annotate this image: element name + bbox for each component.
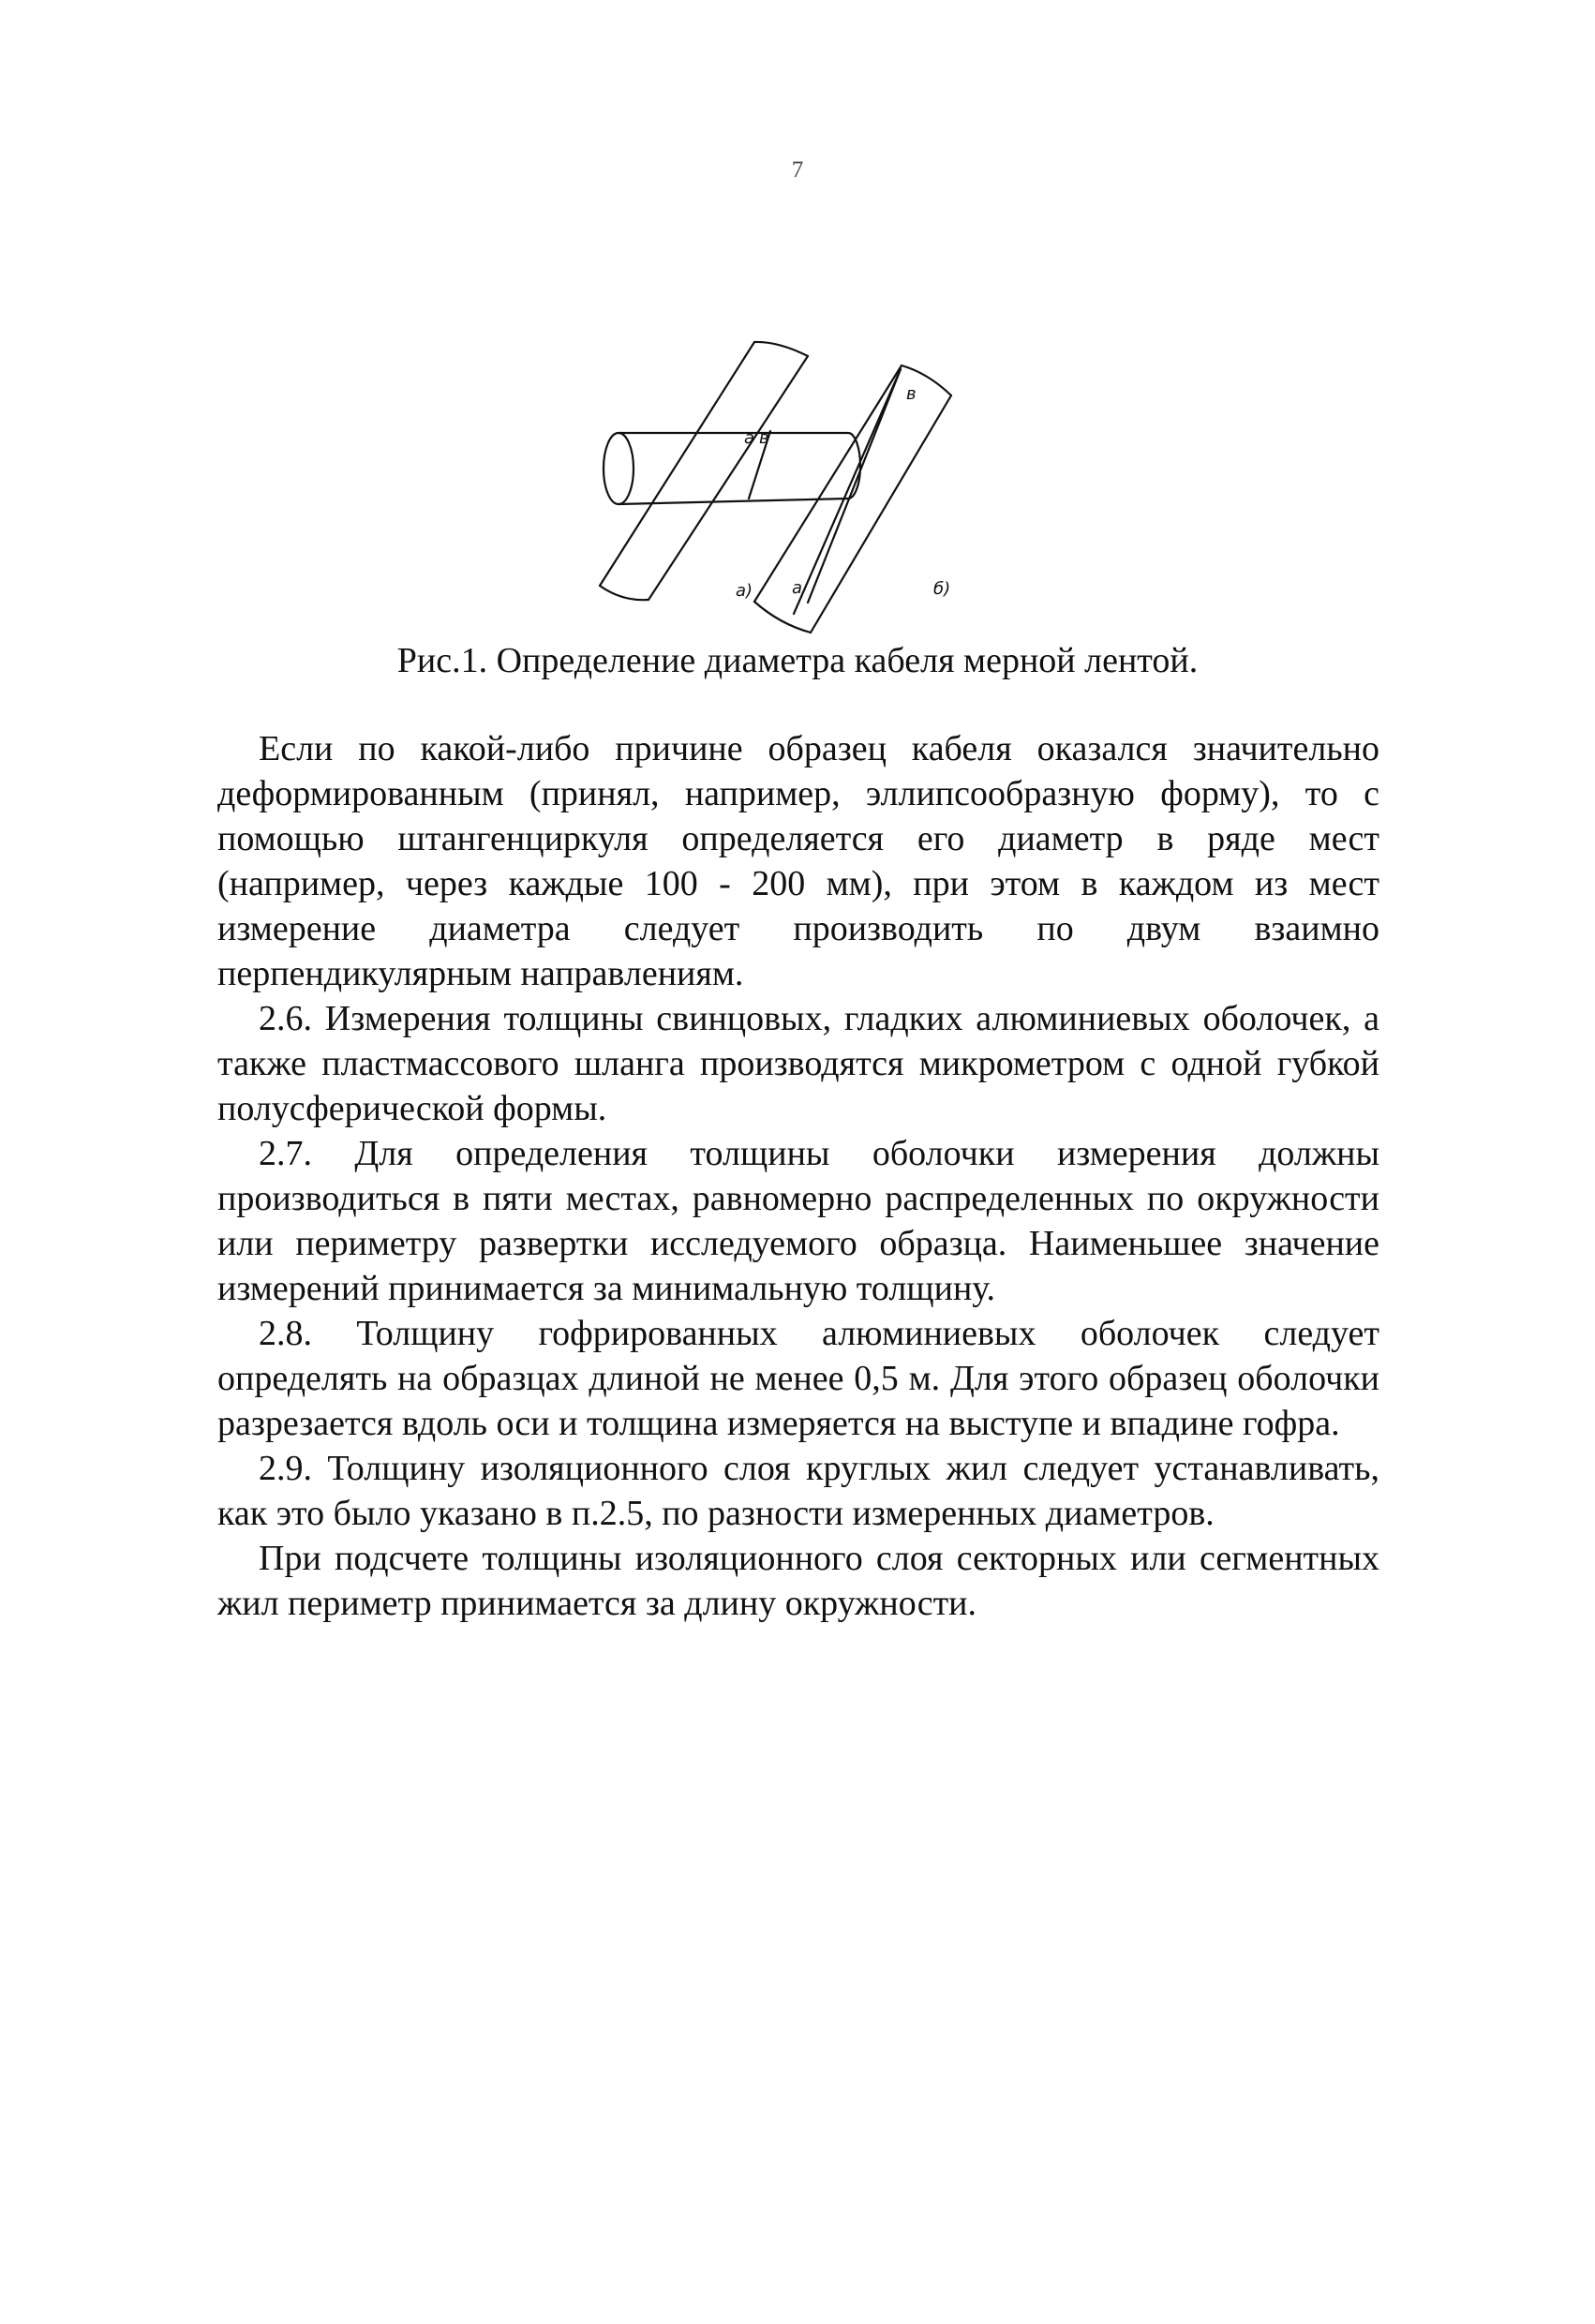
label-a-left: а bbox=[744, 428, 755, 448]
cable-body bbox=[619, 433, 860, 504]
paragraph-sector-segment: При подсчете толщины изоляционного слоя секторных или сегментных жил периметр принимается за длину окружности. bbox=[217, 1539, 1379, 1623]
tape-b-bottom-curve bbox=[754, 602, 811, 633]
label-b-left: в bbox=[759, 428, 769, 448]
paragraph-2-6: 2.6. Измерения толщины свинцовых, гладких алюминиевых оболочек, а также пластмассового шланга производятся микрометром с одной губкой полусферической формы. bbox=[217, 999, 1379, 1128]
tape-a-left-edge bbox=[600, 342, 754, 586]
paragraph-deformed-sample: Если по какой-либо причине образец кабеля оказался значительно деформированным (принял, например, эллипсообразную форму), то с помощью штангенциркуля определяется его диаметр в ряде мест (например, через каждые 100 - 200 мм), при этом в каждом из мест измерение диаметра следует производить по двум взаимно перпендикулярным направлениям. bbox=[217, 729, 1379, 993]
tape-b-right-edge bbox=[811, 395, 951, 633]
body-text bbox=[217, 726, 1379, 1626]
label-a-right: а bbox=[792, 578, 803, 598]
figure-cable-diameter-measurement bbox=[562, 319, 1125, 637]
tape-a-top-curve bbox=[754, 342, 808, 356]
label-b-right: в bbox=[906, 384, 917, 404]
paragraph-2-8: 2.8. Толщину гофрированных алюминиевых оболочек следует определять на образцах длиной не менее 0,5 м. Для этого образец оболочки разрезается вдоль оси и толщина измеряется на выступе и впадине гофра. bbox=[217, 1314, 1379, 1443]
tape-a-right-edge bbox=[648, 356, 808, 600]
tape-b-measure-line-1 bbox=[794, 369, 901, 614]
tape-a-bottom-curve bbox=[600, 586, 648, 600]
page-number: 7 bbox=[791, 157, 804, 183]
tape-b-left-edge bbox=[754, 365, 902, 602]
cable-end-ellipse bbox=[604, 433, 634, 504]
label-sub-a: а) bbox=[736, 581, 753, 601]
figure-drawing bbox=[562, 319, 1125, 637]
paragraph-2-9: 2.9. Толщину изоляционного слоя круглых жил следует устанавливать, как это было указано в п.2.5, по разности измеренных диаметров. bbox=[217, 1449, 1379, 1533]
label-sub-b: б) bbox=[933, 579, 951, 599]
figure-caption: Рис.1. Определение диаметра кабеля мерной лентой. bbox=[396, 641, 1199, 680]
paragraph-2-7: 2.7. Для определения толщины оболочки измерения должны производиться в пяти местах, равномерно распределенных по окружности или периметру развертки исследуемого образца. Наименьшее значение измерений принимается за минимальную толщину. bbox=[217, 1134, 1379, 1308]
tape-b-measure-line-2 bbox=[808, 369, 901, 603]
